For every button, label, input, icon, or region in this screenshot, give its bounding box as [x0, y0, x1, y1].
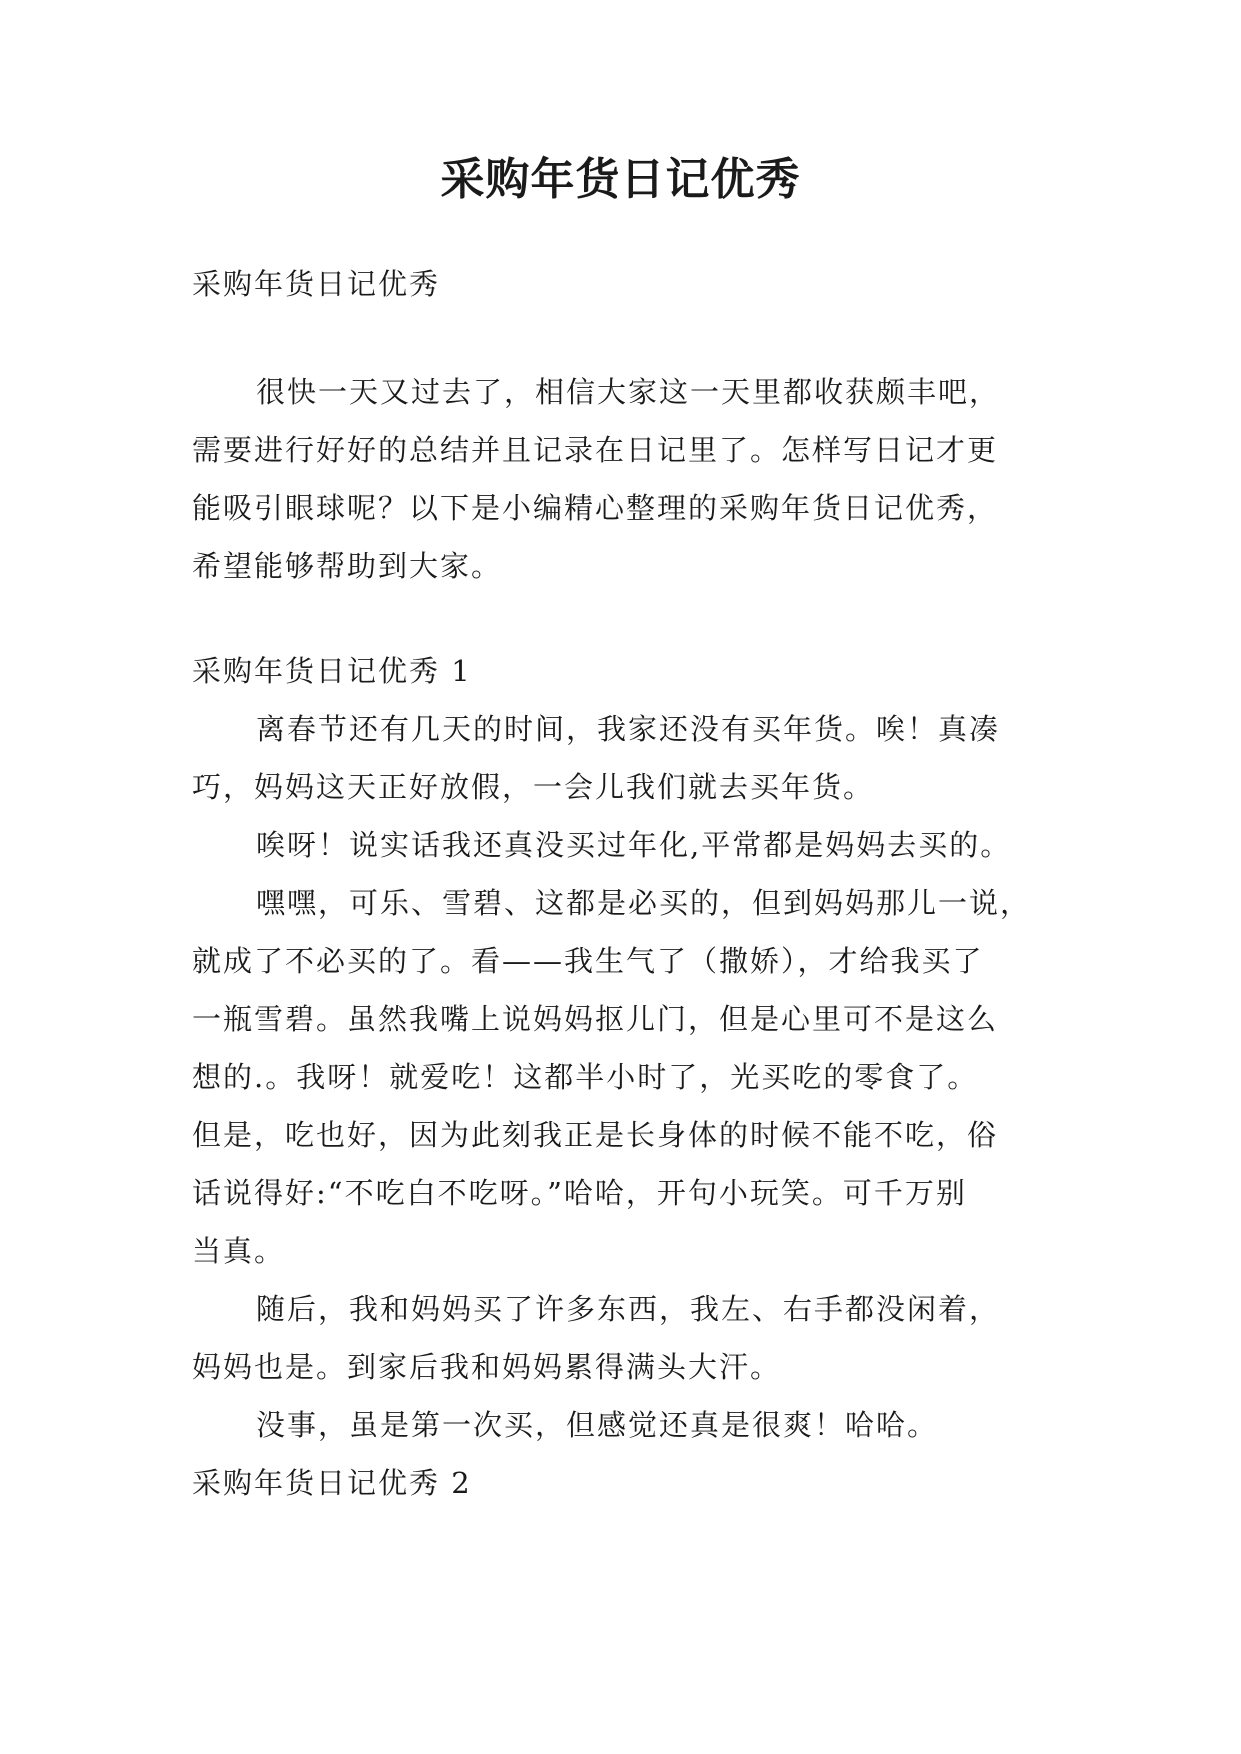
- section1-line: 一瓶雪碧。虽然我嘴上说妈妈抠儿门，但是心里可不是这么: [192, 1002, 999, 1036]
- intro-line: 很快一天又过去了，相信大家这一天里都收获颇丰吧，: [256, 375, 1001, 409]
- section1-line: 嘿嘿，可乐、雪碧、这都是必买的，但到妈妈那儿一说，: [256, 886, 1032, 920]
- intro-line: 需要进行好好的总结并且记录在日记里了。怎样写日记才更: [192, 433, 999, 467]
- section1-line: 没事，虽是第一次买，但感觉还真是很爽！哈哈。: [256, 1408, 939, 1442]
- document-title: 采购年货日记优秀: [440, 154, 801, 205]
- section1-line: 巧，妈妈这天正好放假，一会儿我们就去买年货。: [192, 770, 875, 804]
- section1-line: 就成了不必买的了。看——我生气了（撒娇），才给我买了: [192, 944, 984, 978]
- section1-line: 妈妈也是。到家后我和妈妈累得满头大汗。: [192, 1350, 782, 1384]
- section1-line: 离春节还有几天的时间，我家还没有买年货。唉！真凑: [256, 712, 1001, 746]
- section1-line: 随后，我和妈妈买了许多东西，我左、右手都没闲着，: [256, 1292, 1001, 1326]
- section1-line: 想的.。我呀！就爱吃！这都半小时了，光买吃的零食了。: [192, 1060, 979, 1094]
- section1-line: 当真。: [192, 1234, 286, 1268]
- section1-line: 但是，吃也好，因为此刻我正是长身体的时候不能不吃，俗: [192, 1118, 999, 1152]
- section-heading-1: 采购年货日记优秀 1: [192, 654, 472, 688]
- subtitle: 采购年货日记优秀: [192, 267, 441, 301]
- section1-line: 唉呀！说实话我还真没买过年化,平常都是妈妈去买的。: [256, 828, 1012, 862]
- section1-line: 话说得好:“不吃白不吃呀。”哈哈，开句小玩笑。可千万别: [192, 1176, 967, 1210]
- intro-line: 希望能够帮助到大家。: [192, 549, 503, 583]
- intro-line: 能吸引眼球呢？以下是小编精心整理的采购年货日记优秀，: [192, 491, 999, 525]
- section-heading-2: 采购年货日记优秀 2: [192, 1466, 472, 1500]
